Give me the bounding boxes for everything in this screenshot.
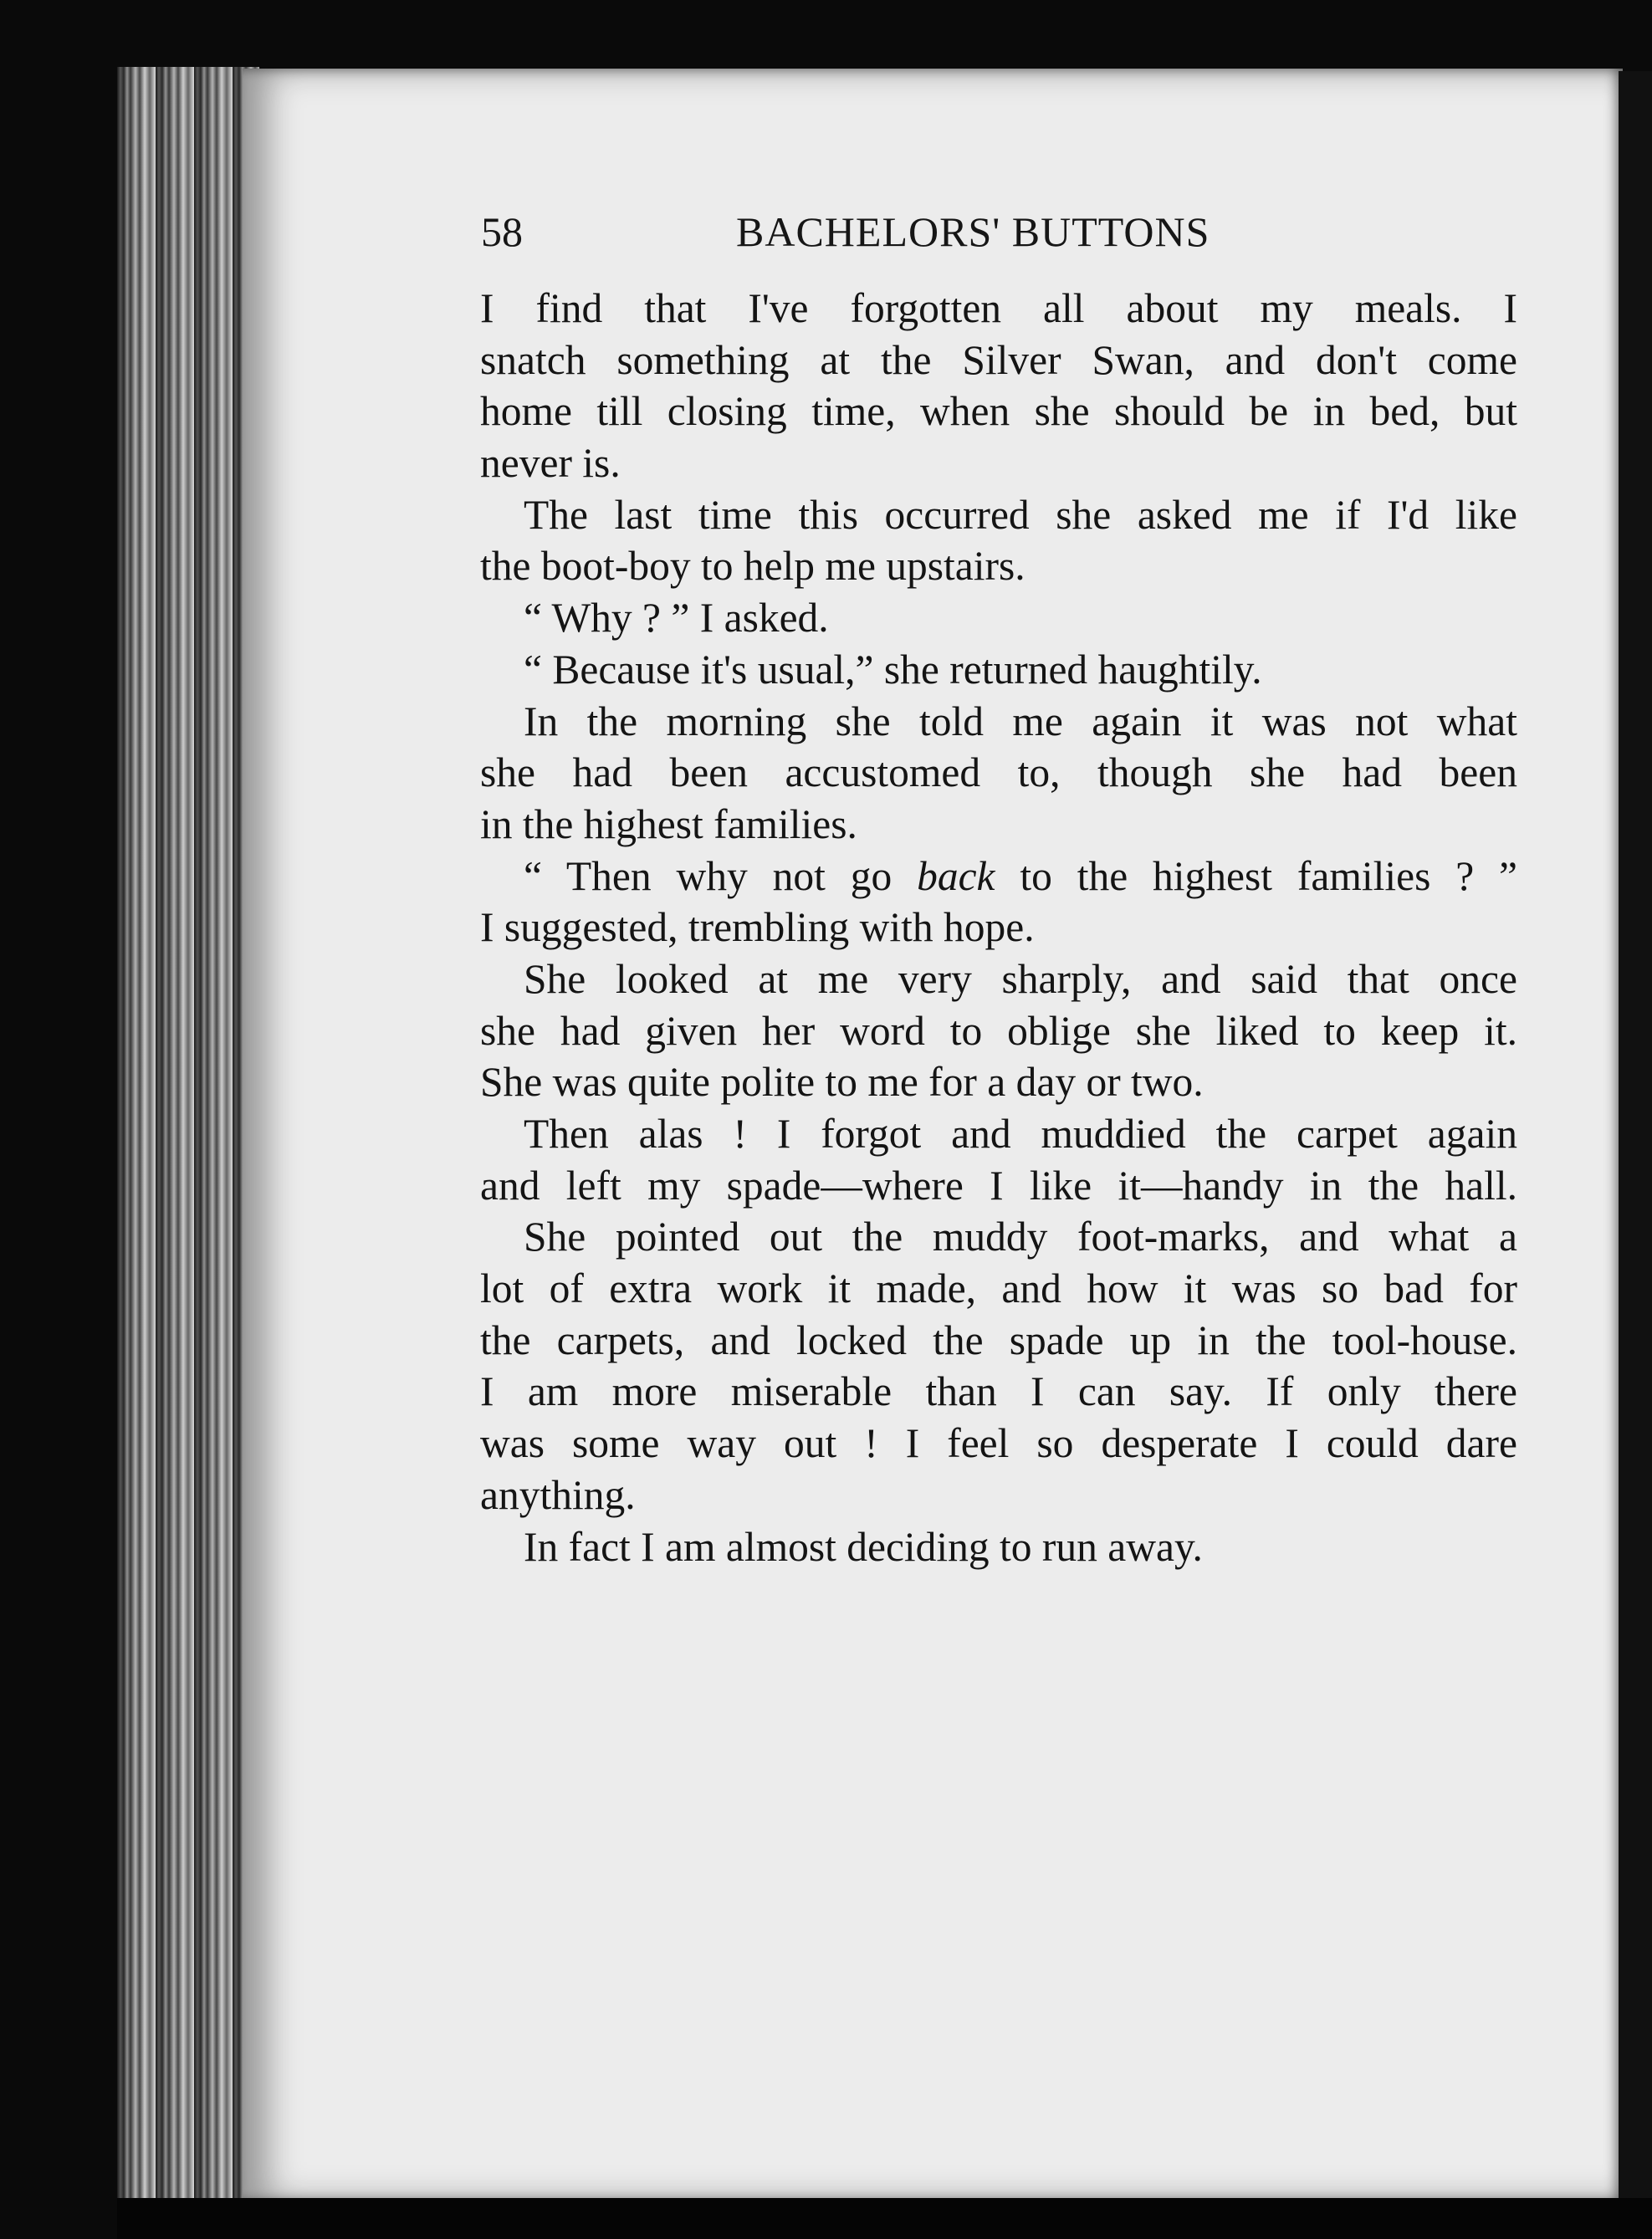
italic-word: back xyxy=(917,852,995,899)
text-line: I am more miserable than I can say. If only there xyxy=(480,1368,1517,1415)
text-line: “ Why ? ” I asked. xyxy=(524,595,829,642)
text-line: the carpets, and locked the spade up in the tool-house. xyxy=(480,1316,1517,1363)
text-line: Then alas ! I forgot and muddied the carpet again xyxy=(524,1111,1517,1157)
text-run: “ Then why not go xyxy=(524,852,918,899)
page-bottom-shadow xyxy=(117,2198,1652,2239)
text-line: she had given her word to oblige she liked to keep it. xyxy=(480,1007,1517,1054)
text-line: anything. xyxy=(480,1471,636,1518)
text-line: She looked at me very sharply, and said that once xyxy=(524,955,1517,1002)
text-line: I find that I've forgotten all about my meals. I xyxy=(480,285,1517,331)
text-line: and left my spade—where I like it—handy in the hall. xyxy=(480,1162,1517,1209)
running-head: BACHELORS' BUTTONS xyxy=(736,208,1210,255)
text-line: the boot-boy to help me upstairs. xyxy=(480,543,1025,590)
page-header xyxy=(481,207,1267,266)
text-run: to the highest families ? ” xyxy=(995,852,1517,899)
text-line: in the highest families. xyxy=(480,800,857,847)
text-line: was some way out ! I feel so desperate I could dare xyxy=(480,1420,1517,1467)
text-line: snatch something at the Silver Swan, and don't come xyxy=(480,336,1517,383)
body-text xyxy=(480,283,1517,1572)
text-line xyxy=(480,851,1517,902)
page-number: 58 xyxy=(481,208,523,255)
text-line: In fact I am almost deciding to run away. xyxy=(524,1523,1203,1570)
text-line: lot of extra work it made, and how it was so bad for xyxy=(480,1265,1517,1312)
text-line: She was quite polite to me for a day or two. xyxy=(480,1059,1204,1106)
text-line: never is. xyxy=(480,440,621,487)
text-line: The last time this occurred she asked me if I'd like xyxy=(524,491,1517,538)
page-right-shadow xyxy=(1619,71,1652,2204)
text-line: In the morning she told me again it was not what xyxy=(524,698,1517,744)
text-line: “ Because it's usual,” she returned haughtily. xyxy=(524,646,1262,693)
text-line: I suggested, trembling with hope. xyxy=(480,904,1035,951)
text-line: home till closing time, when she should be in bed, but xyxy=(480,388,1517,435)
book-spine-edge xyxy=(117,67,259,2208)
text-line: She pointed out the muddy foot-marks, and what a xyxy=(524,1214,1517,1260)
text-line: she had been accustomed to, though she had been xyxy=(480,749,1517,796)
